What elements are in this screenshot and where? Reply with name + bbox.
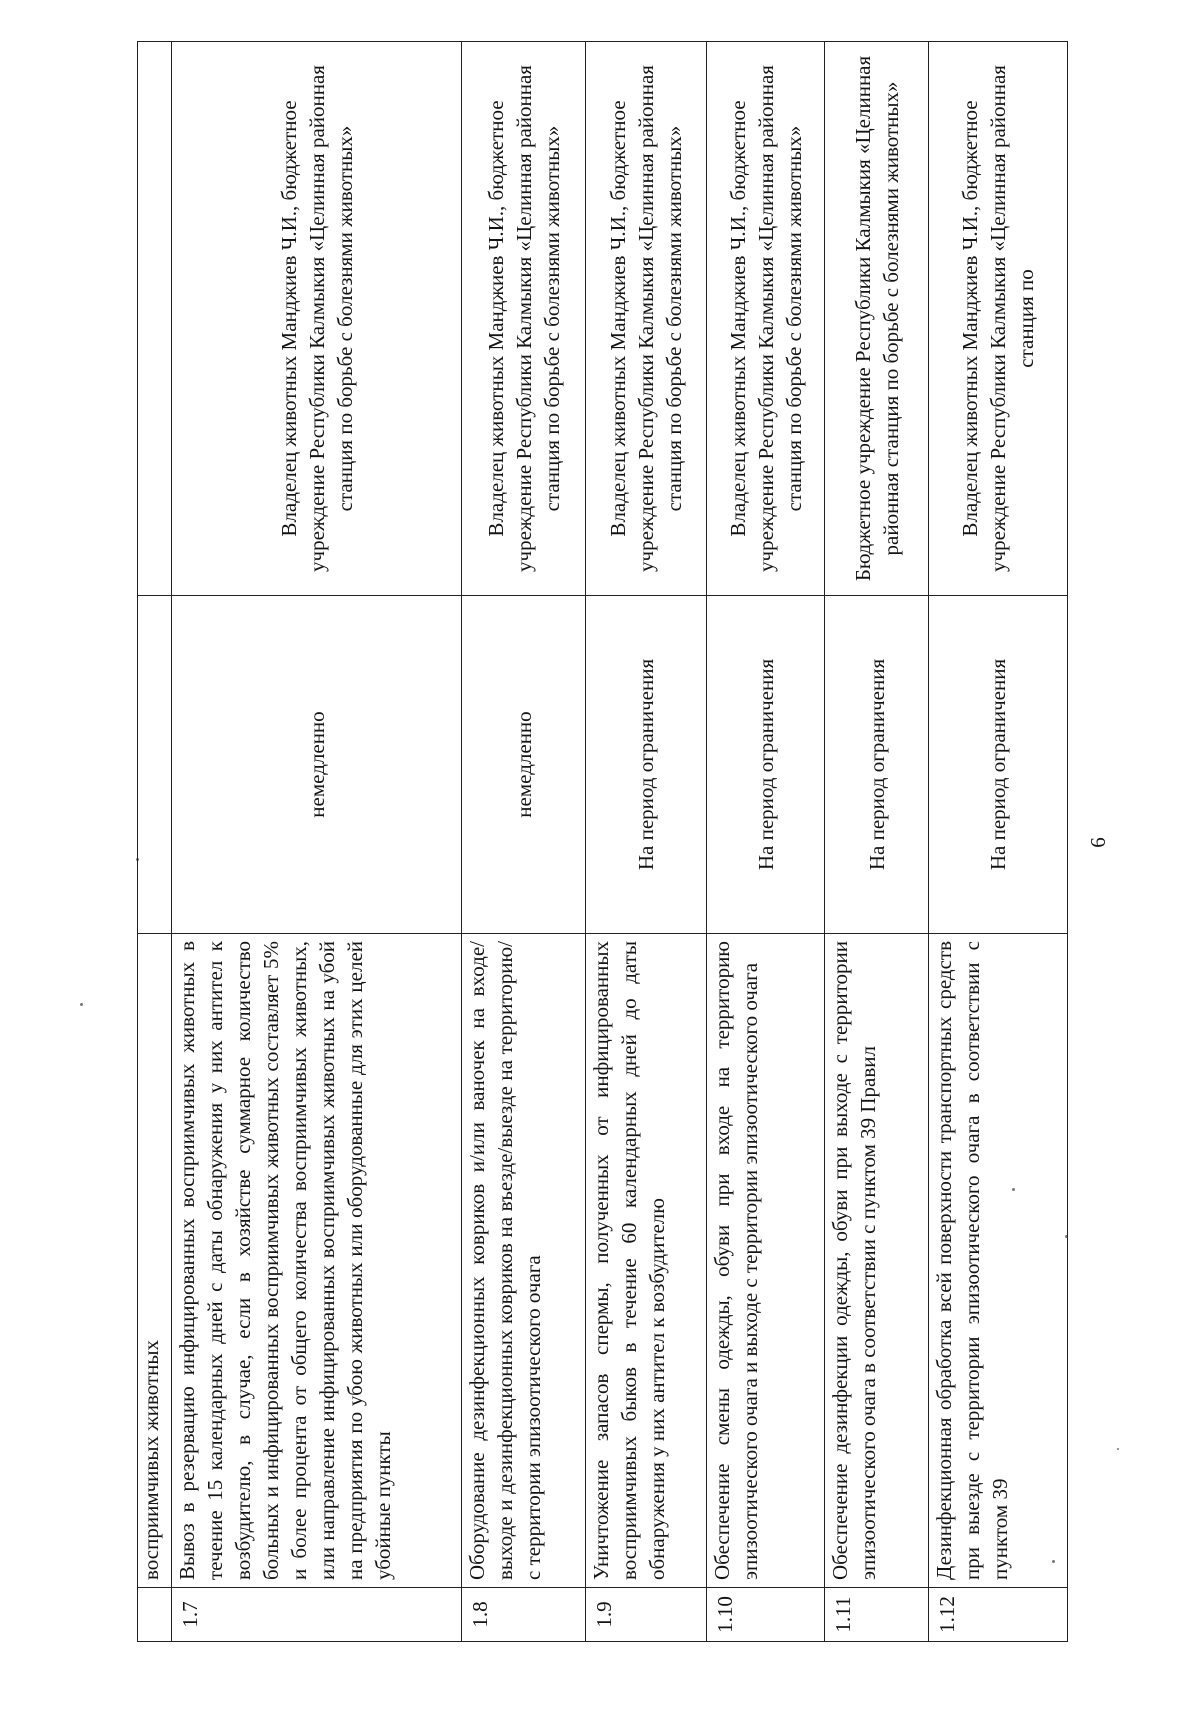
term-cell: немедленно xyxy=(172,596,462,934)
table-row xyxy=(707,42,825,1642)
term-cell: немедленно xyxy=(462,596,586,934)
measures-table xyxy=(137,42,1067,1642)
row-number-cell: 1.11 xyxy=(825,1588,929,1642)
term-cell xyxy=(138,596,172,934)
term-cell: На период ограничения xyxy=(825,596,929,934)
table-row xyxy=(586,42,707,1642)
table-row xyxy=(929,42,1068,1642)
term-cell: На период ограничения xyxy=(929,596,1068,934)
measure-cell: Оборудование дезинфекционных ковриков и/или ваночек на входе/выходе и дезинфекционных ковриков на въезде/выезде на территорию/с территории эпизоотического очага xyxy=(462,934,586,1588)
row-number-cell: 1.8 xyxy=(462,1588,586,1642)
measure-cell: Вывоз в резервацию инфицированных восприимчивых животных в течение 15 календарных дней с даты обнаружения у них антител к возбудителю, в случае, если в хозяйстве суммарное количество больных и инфицированных восприимчивых животных составляет 5% и более процента от общего количества восприимчивых животных, или направление инфицированных восприимчивых животных на убой на предприятия по убою животных или оборудованные для этих целей убойные пункты xyxy=(172,934,462,1588)
responsible-cell: Владелец животных Манджиев Ч.И., бюджетное учреждение Республики Калмыкия «Целинная районная станция по xyxy=(929,42,1068,596)
measure-cell: восприимчивых животных xyxy=(138,934,172,1588)
row-number-cell: 1.10 xyxy=(707,1588,825,1642)
responsible-cell: Владелец животных Манджиев Ч.И., бюджетное учреждение Республики Калмыкия «Целинная районная станция по борьбе с болезнями животных» xyxy=(586,42,707,596)
table-row xyxy=(825,42,929,1642)
page-number: 6 xyxy=(1085,837,1110,848)
responsible-cell: Владелец животных Манджиев Ч.И., бюджетное учреждение Республики Калмыкия «Целинная районная станция по борьбе с болезнями животных» xyxy=(707,42,825,596)
row-number-cell: 1.12 xyxy=(929,1588,1068,1642)
table-row xyxy=(462,42,586,1642)
term-cell: На период ограничения xyxy=(707,596,825,934)
measure-cell: Обеспечение смены одежды, обуви при входе на территорию эпизоотического очага и выходе с территории эпизоотического очага xyxy=(707,934,825,1588)
row-number-cell: 1.7 xyxy=(172,1588,462,1642)
table-row-continuation xyxy=(138,42,172,1642)
responsible-cell xyxy=(138,42,172,596)
term-cell: На период ограничения xyxy=(586,596,707,934)
row-number-cell: 1.9 xyxy=(586,1588,707,1642)
responsible-cell: Бюджетное учреждение Республики Калмыкия «Целинная районная станция по борьбе с болезнями животных» xyxy=(825,42,929,596)
measure-cell: Уничтожение запасов спермы, полученных от инфицированных восприимчивых быков в течение 60 календарных дней до даты обнаружения у них антител к возбудителю xyxy=(586,934,707,1588)
measure-cell: Дезинфекционная обработка всей поверхности транспортных средств при выезде с территории эпизоотического очага в соответствии с пунктом 39 xyxy=(929,934,1068,1588)
measure-cell: Обеспечение дезинфекции одежды, обуви при выходе с территории эпизоотического очага в соответствии с пунктом 39 Правил xyxy=(825,934,929,1588)
responsible-cell: Владелец животных Манджиев Ч.И., бюджетное учреждение Республики Калмыкия «Целинная районная станция по борьбе с болезнями животных» xyxy=(172,42,462,596)
scan-speck xyxy=(1117,1448,1119,1450)
table-row xyxy=(172,42,462,1642)
responsible-cell: Владелец животных Манджиев Ч.И., бюджетное учреждение Республики Калмыкия «Целинная районная станция по борьбе с болезнями животных» xyxy=(462,42,586,596)
row-number-cell xyxy=(138,1588,172,1642)
scan-speck xyxy=(80,1003,83,1006)
